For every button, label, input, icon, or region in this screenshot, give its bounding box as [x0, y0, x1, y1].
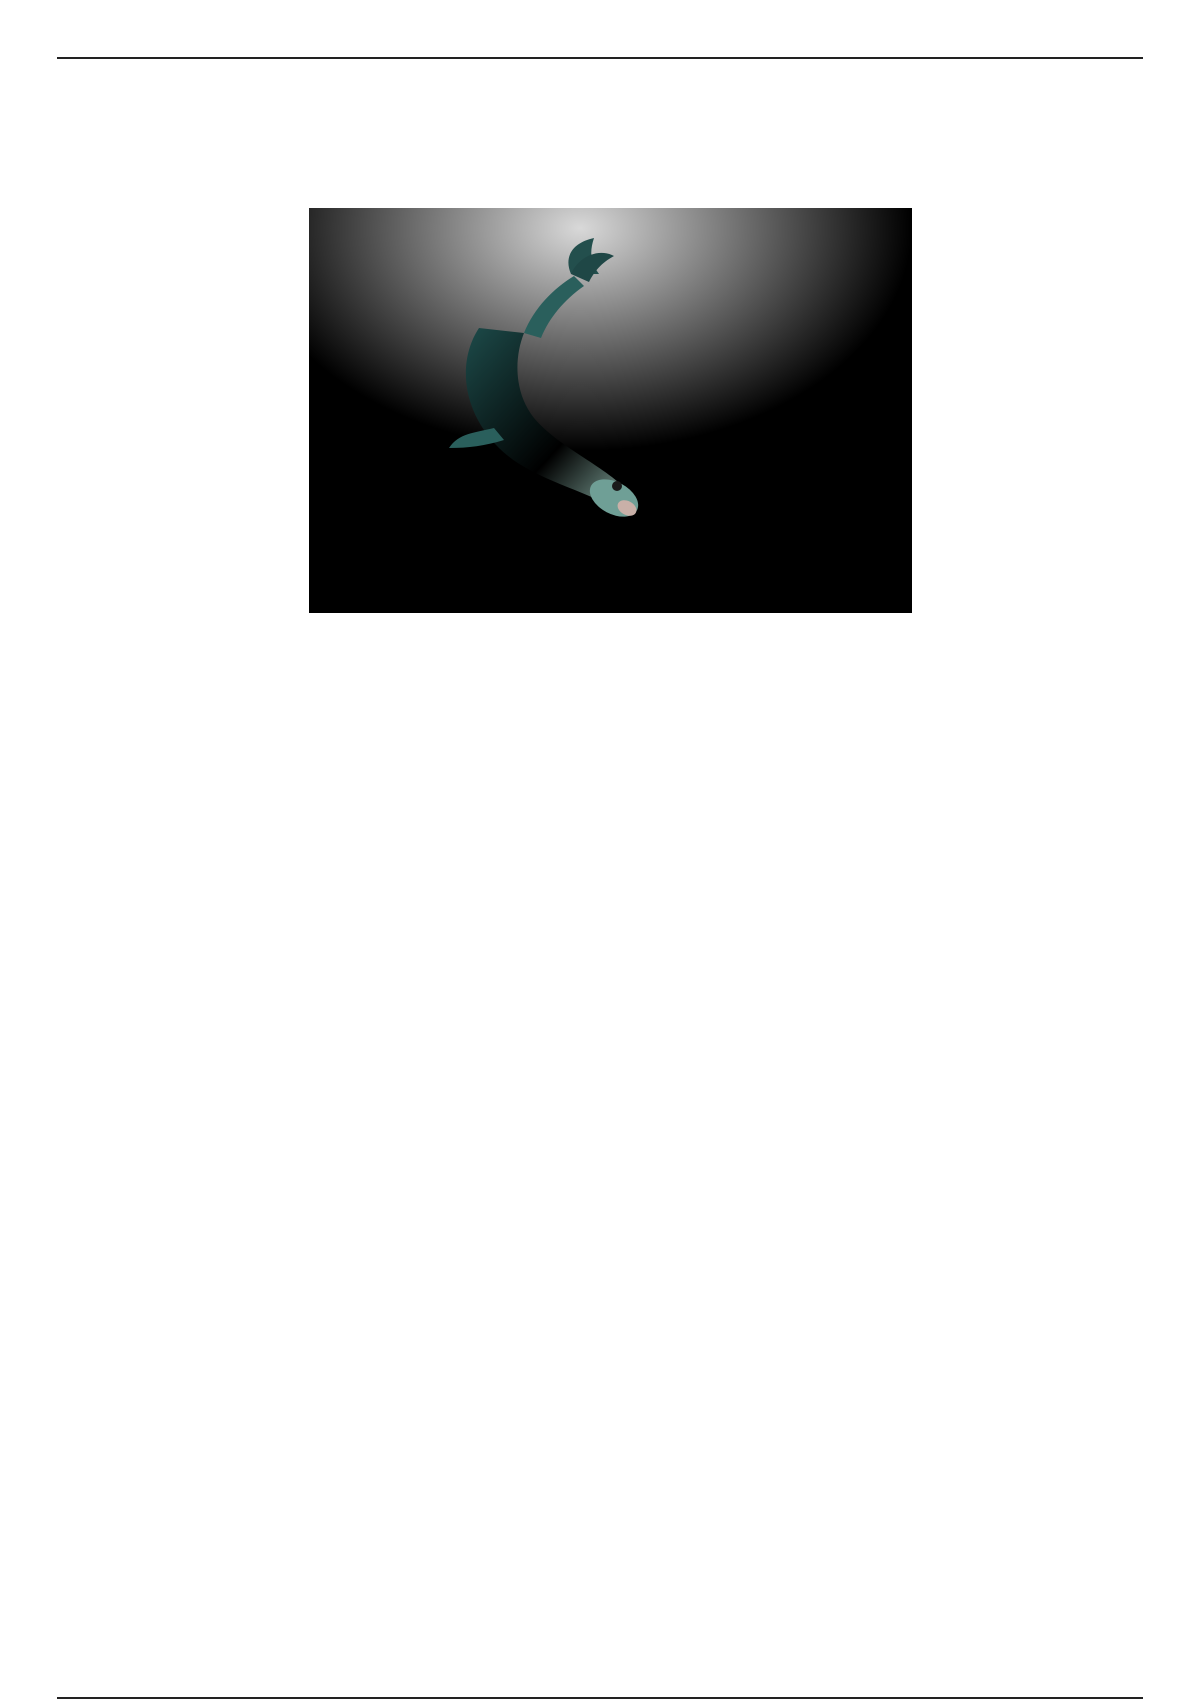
top-rule	[57, 57, 1143, 59]
bottom-rule	[57, 1697, 1143, 1699]
cover-image	[309, 208, 912, 613]
sunlight	[309, 208, 912, 613]
